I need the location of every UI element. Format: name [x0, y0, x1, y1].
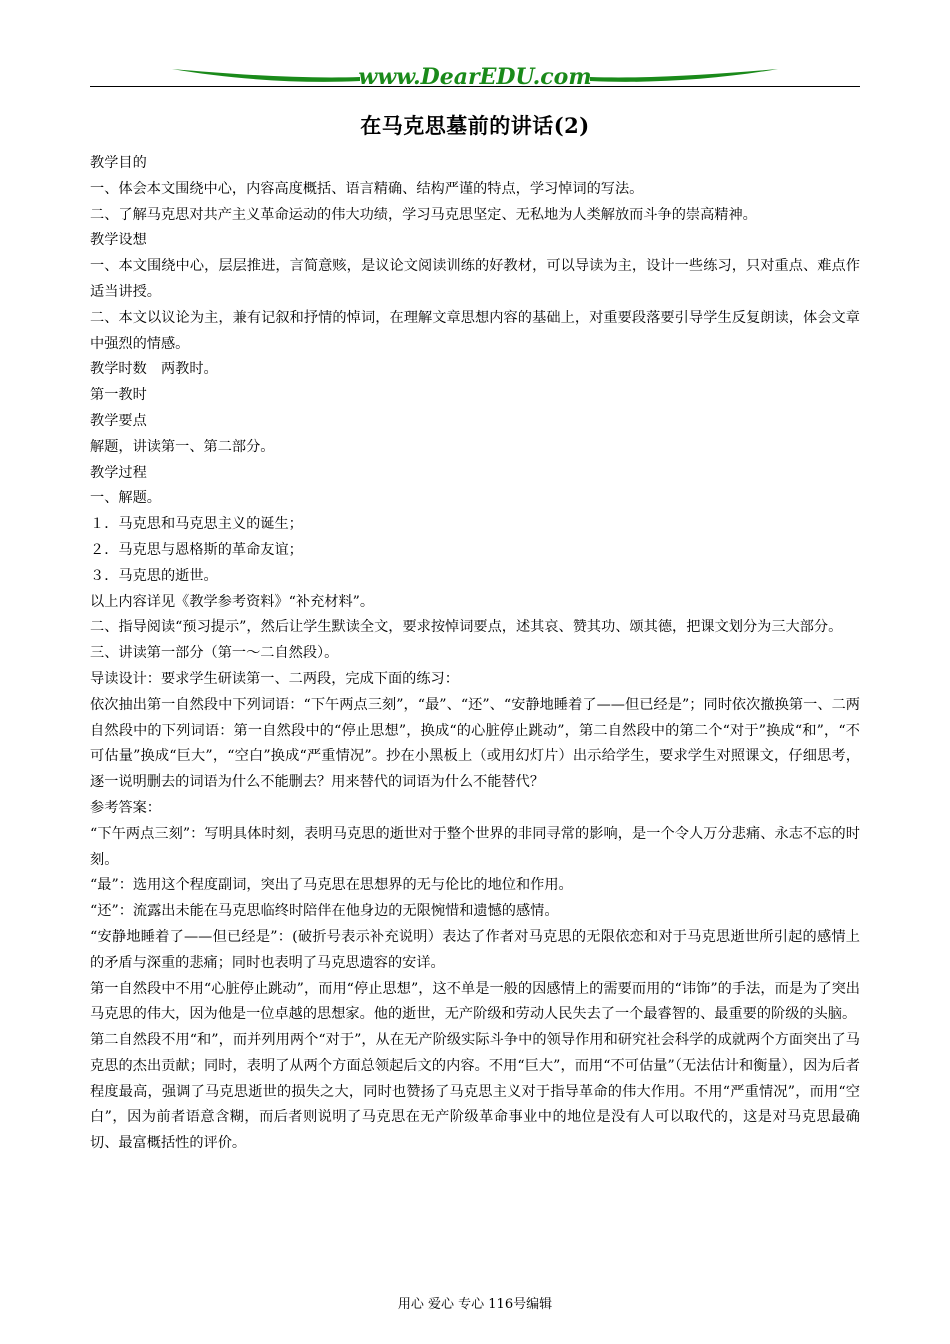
body-paragraph: 解题，讲读第一、第二部分。 — [90, 438, 275, 455]
body-paragraph: 一、解题。 — [90, 490, 161, 507]
body-paragraph: 二、指导阅读“预习提示”，然后让学生默读全文，要求按悼词要点，述其哀、赞其功、颂其德，把课文划分为三大部分。 — [90, 619, 843, 636]
page-footer: 用心 爱心 专心 116号编辑 — [397, 1297, 553, 1312]
body-paragraph: 第一自然段中不用“心脏停止跳动”，而用“停止思想”，这不单是一般的因感情上的需要而用的“讳饰”的手法，而是为了突出马克思的伟大，因为他是一位卓越的思想家。他的逝世，无产阶级和劳动人民失去了一个最睿智的、最重要的阶级的头脑。 — [90, 980, 860, 1023]
body-paragraph: “下午两点三刻”：写明具体时刻，表明马克思的逝世对于整个世界的非同寻常的影响，是一个令人万分悲痛、永志不忘的时刻。 — [90, 825, 860, 868]
body-paragraph: “最”：选用这个程度副词，突出了马克思在思想界的无与伦比的地位和作用。 — [90, 877, 573, 894]
body-paragraph: ２．马克思与恩格斯的革命友谊； — [90, 541, 303, 558]
body-paragraph: 三、讲读第一部分（第一～二自然段）。 — [90, 645, 339, 662]
body-paragraph: 导读设计：要求学生研读第一、二两段，完成下面的练习： — [90, 670, 459, 687]
body-paragraph: 第二自然段不用“和”，而并列用两个“对于”，从在无产阶级实际斗争中的领导作用和研究社会科学的成就两个方面突出了马克思的杰出贡献；同时，表明了从两个方面总领起后文的内容。不用“巨大”，而用“不可估量”（无法估计和衡量），因为后者程度最高，强调了马克思逝世的损失之大，同时也赞扬了马克思主义对于指导革命的伟大作用。不用“严重情况”，而用“空白”，因为前者语意含糊，而后者则说明了马克思在无产阶级革命事业中的地位是没有人可以取代的，这是对马克思最确切、最富概括性的评价。 — [90, 1032, 860, 1152]
body-paragraph: 一、体会本文围绕中心，内容高度概括、语言精确、结构严谨的特点，学习悼词的写法。 — [90, 180, 644, 197]
body-paragraph: 第一教时 — [90, 387, 147, 404]
document-title: 在马克思墓前的讲话(2) — [360, 113, 590, 138]
body-paragraph: 二、本文以议论为主，兼有记叙和抒情的悼词，在理解文章思想内容的基础上，对重要段落要引导学生反复朗读，体会文章中强烈的情感。 — [90, 309, 860, 352]
body-paragraph: 参考答案： — [90, 799, 161, 816]
body-paragraph: 依次抽出第一自然段中下列词语：“下午两点三刻”，“最”、“还”、“安静地睡着了——但已经是”；同时依次撤换第一、二两自然段中的下列词语：第一自然段中的“停止思想”，换成“的心脏停止跳动”，第二自然段中的第二个“对于”换成“和”，“不可估量”换成“巨大”，“空白”换成“严重情况”。抄在小黑板上（或用幻灯片）出示给学生，要求学生对照课文，仔细思考，逐一说明删去的词语为什么不能删去？用来替代的词语为什么不能替代？ — [90, 696, 860, 791]
body-paragraph: 教学过程 — [90, 464, 147, 481]
header-rule — [90, 86, 860, 87]
logo-left-swoosh — [172, 69, 360, 82]
logo-text: www.DearEDU.com — [358, 64, 592, 90]
body-paragraph: 以上内容详见《教学参考资料》“补充材料”。 — [90, 593, 375, 610]
body-paragraph: 一、本文围绕中心，层层推进，言简意赅，是议论文阅读训练的好教材，可以导读为主，设计一些练习，只对重点、难点作适当讲授。 — [90, 258, 860, 300]
body-paragraph: １．马克思和马克思主义的诞生； — [90, 516, 303, 533]
body-paragraph: 教学时数 两教时。 — [90, 361, 218, 378]
document-body — [90, 151, 860, 1157]
logo-right-swoosh — [590, 69, 778, 82]
body-paragraph: ３．马克思的逝世。 — [90, 567, 218, 584]
body-paragraph: 教学要点 — [90, 412, 147, 429]
body-paragraph: 二、了解马克思对共产主义革命运动的伟大功绩，学习马克思坚定、无私地为人类解放而斗争的崇高精神。 — [90, 206, 757, 223]
body-paragraph: 教学目的 — [90, 155, 147, 171]
body-paragraph: “还”：流露出未能在马克思临终时陪伴在他身边的无限惋惜和遗憾的感情。 — [90, 903, 559, 920]
body-paragraph: “安静地睡着了——但已经是”：(破折号表示补充说明）表达了作者对马克思的无限依恋和对于马克思逝世所引起的感情上的矛盾与深重的悲痛；同时也表明了马克思遗容的安详。 — [90, 928, 860, 971]
body-paragraph: 教学设想 — [90, 232, 147, 249]
